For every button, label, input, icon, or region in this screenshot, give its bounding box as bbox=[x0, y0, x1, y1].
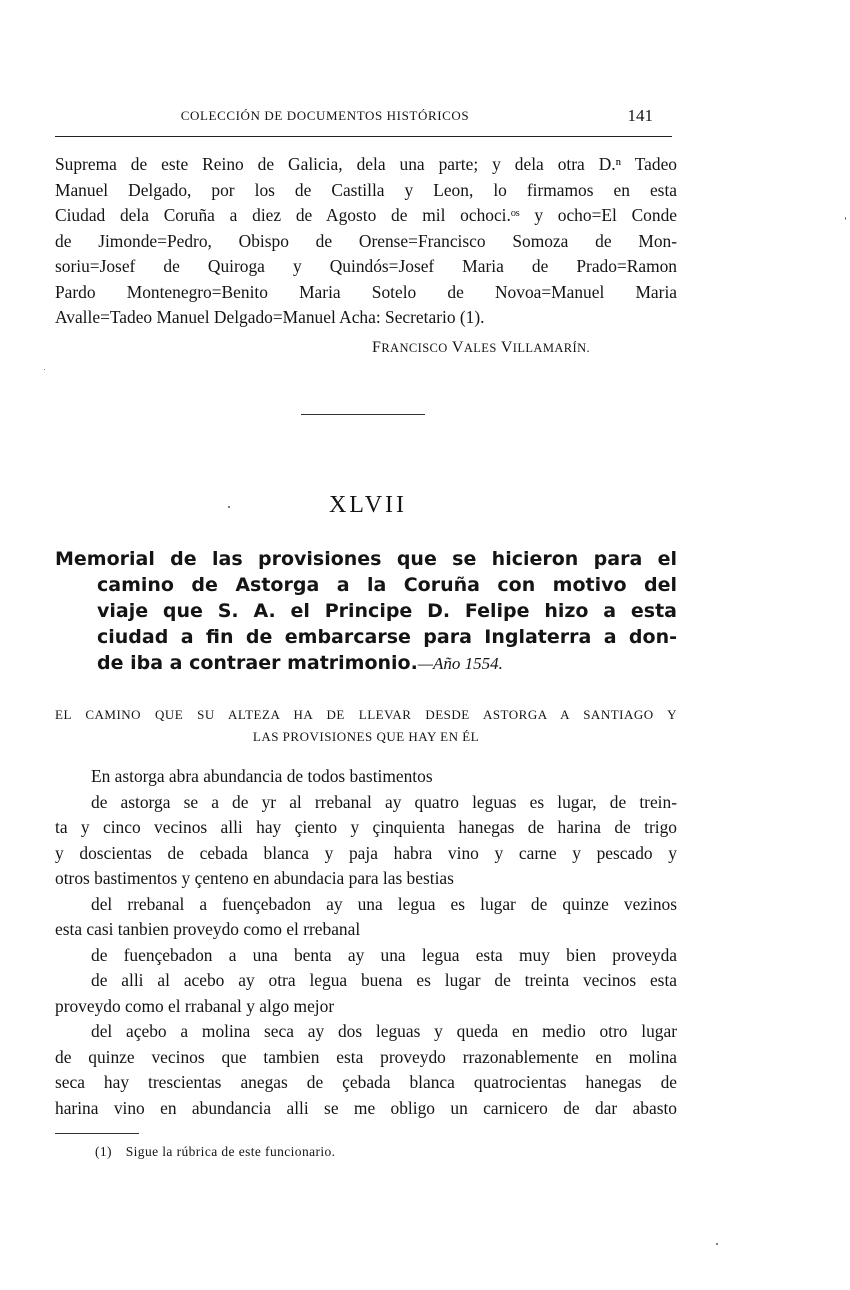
body-line: de alli al acebo ay otra legua buena es lugar de treinta vecinos esta bbox=[91, 970, 677, 990]
signature-initial: V bbox=[500, 339, 513, 356]
signature-part: RANCISCO bbox=[381, 341, 448, 355]
header-rule bbox=[55, 136, 672, 137]
signature-initial: V bbox=[451, 339, 464, 356]
text-line: Pardo Montenegro=Benito Maria Sotelo de Novoa=Manuel Maria bbox=[55, 281, 677, 302]
body-line: del açebo a molina seca ay dos leguas y queda en medio otro lugar bbox=[91, 1021, 677, 1041]
subheading-line: LAS PROVISIONES QUE HAY EN ÉL bbox=[252, 729, 480, 744]
running-head bbox=[55, 106, 675, 128]
print-speck bbox=[716, 1243, 718, 1245]
title-last-line bbox=[55, 650, 677, 677]
signature bbox=[372, 339, 590, 357]
footnote bbox=[95, 1144, 335, 1160]
running-title: COLECCIÓN DE DOCUMENTOS HISTÓRICOS bbox=[180, 108, 470, 123]
body-line: otros bastimentos y çenteno en abundacia para las bestias bbox=[55, 868, 454, 888]
text-line: de Jimonde=Pedro, Obispo de Orense=Francisco Somoza de Mon- bbox=[55, 230, 677, 251]
page-number: 141 bbox=[627, 106, 653, 125]
body-line: y doscientas de cebada blanca y paja habra vino y carne y pescado y bbox=[55, 842, 677, 863]
print-speck bbox=[44, 369, 45, 370]
body-line: proveydo como el rrabanal y algo mejor bbox=[55, 995, 335, 1016]
body-line: seca hay trescientas anegas de çebada blanca quatrocientas hanegas de bbox=[55, 1072, 677, 1092]
body-line: ta y cinco vecinos alli hay çiento y çinquienta hanegas de harina de trigo bbox=[55, 817, 677, 837]
title-line: ciudad a fin de embarcarse para Inglaterra a don- bbox=[97, 626, 677, 648]
body-text bbox=[55, 764, 677, 1121]
section-number: XLVII bbox=[328, 492, 408, 518]
text-line: Manuel Delgado, por los de Castilla y Leon, lo firmamos en esta bbox=[55, 179, 677, 200]
body-line: de fuençebadon a una benta ay una legua esta muy bien proveyda bbox=[91, 944, 677, 965]
section-title bbox=[55, 546, 677, 677]
text-line: Avalle=Tadeo Manuel Delgado=Manuel Acha: Secretario (1). bbox=[55, 307, 485, 327]
body-line: esta casi tanbien proveydo como el rrebanal bbox=[55, 919, 361, 939]
subheading bbox=[55, 704, 677, 748]
text-line: soriu=Josef de Quiroga y Quindós=Josef Maria de Prado=Ramon bbox=[55, 256, 677, 276]
body-line: En astorga abra abundancia de todos bastimentos bbox=[91, 766, 433, 786]
signature-initial: F bbox=[372, 339, 382, 356]
footnote-rule bbox=[55, 1133, 139, 1134]
signature-part: ALES bbox=[463, 341, 497, 355]
title-year: —Año 1554. bbox=[417, 654, 503, 673]
print-speck bbox=[228, 506, 230, 508]
text-line: Ciudad dela Coruña a diez de Agosto de mil ochoci.ᵒˢ y ocho=El Conde bbox=[55, 205, 677, 225]
body-line: harina vino en abundancia alli se me obligo un carnicero de dar abasto bbox=[55, 1097, 677, 1118]
subheading-line: EL CAMINO QUE SU ALTEZA HA DE LLEVAR DESDE ASTORGA A SANTIAGO Y bbox=[55, 707, 677, 722]
body-line: de astorga se a de yr al rrebanal ay quatro leguas es lugar, de trein- bbox=[91, 791, 677, 812]
title-line: camino de Astorga a la Coruña con motivo del bbox=[97, 574, 677, 596]
body-line: de quinze vecinos que tambien esta proveydo rrazonablemente en molina bbox=[55, 1046, 677, 1067]
body-line: del rrebanal a fuençebadon ay una legua es lugar de quinze vezinos bbox=[91, 893, 677, 914]
title-line: viaje que S. A. el Principe D. Felipe hizo a esta bbox=[97, 600, 677, 622]
footnote-text: Sigue la rúbrica de este funcionario. bbox=[125, 1144, 336, 1159]
continued-paragraph bbox=[55, 152, 677, 331]
footnote-marker: (1) bbox=[95, 1144, 112, 1159]
text-line: Suprema de este Reino de Galicia, dela una parte; y dela otra D.ⁿ Tadeo bbox=[55, 154, 677, 174]
title-line-text: de iba a contraer matrimonio. bbox=[97, 652, 418, 674]
signature-part: ILLAMARÍN. bbox=[512, 341, 591, 355]
section-divider bbox=[301, 414, 425, 415]
print-speck bbox=[845, 217, 846, 220]
title-line: Memorial de las provisiones que se hicieron para el bbox=[55, 548, 677, 570]
